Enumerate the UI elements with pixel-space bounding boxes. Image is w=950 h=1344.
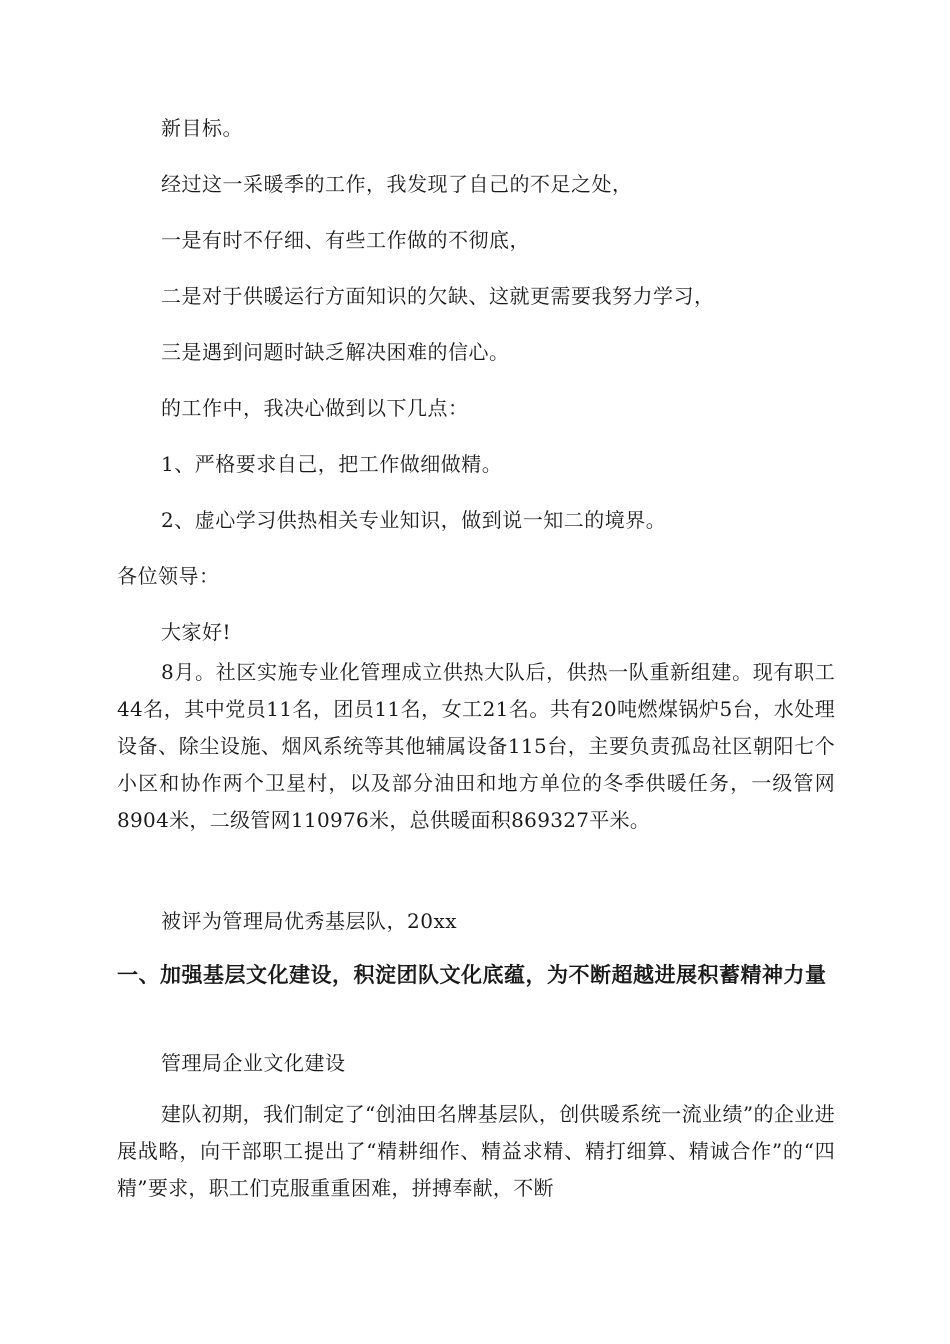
text-line-shortcoming-2: 二是对于供暖运行方面知识的欠缺、这就更需要我努力学习，: [161, 284, 715, 308]
culture-line: 管理局企业文化建设: [161, 1051, 346, 1075]
text-line-resolution-2: 2、虚心学习供热相关专业知识，做到说一知二的境界。: [161, 508, 667, 532]
salutation: 各位领导：: [117, 564, 220, 588]
section-heading: 一、加强基层文化建设，积淀团队文化底蕴，为不断超越进展积蓄精神力量: [117, 962, 827, 987]
text-line-resolution-intro: 的工作中，我决心做到以下几点：: [161, 396, 469, 420]
text-line-new-goal: 新目标。: [161, 116, 243, 140]
honor-line: 被评为管理局优秀基层队，20xx: [161, 909, 458, 933]
greeting: 大家好!: [161, 620, 232, 644]
culture-paragraph: 建队初期，我们制定了“创油田名牌基层队，创供暖系统一流业绩”的企业进展战略，向干部职工提出了“精耕细作、精益求精、精打细算、精诚合作”的“四精”要求，职工们克服重重困难，拼搏奉献，不断: [117, 1102, 835, 1200]
intro-paragraph: 8月。社区实施专业化管理成立供热大队后，供热一队重新组建。现有职工44名，其中党员11名，团员11名，女工21名。共有20吨燃煤锅炉5台，水处理设备、除尘设施、烟风系统等其他辅属设备115台，主要负责孤岛社区朝阳七个小区和协作两个卫星村，以及部分油田和地方单位的冬季供暖任务，一级管网8904米，二级管网110976米，总供暖面积869327平米。: [117, 660, 835, 832]
text-line-shortcoming-3: 三是遇到问题时缺乏解决困难的信心。: [161, 340, 510, 364]
text-line-shortcoming-1: 一是有时不仔细、有些工作做的不彻底，: [161, 228, 530, 252]
text-line-shortcomings-intro: 经过这一采暖季的工作，我发现了自己的不足之处，: [161, 172, 633, 196]
text-line-resolution-1: 1、严格要求自己，把工作做细做精。: [161, 452, 503, 476]
